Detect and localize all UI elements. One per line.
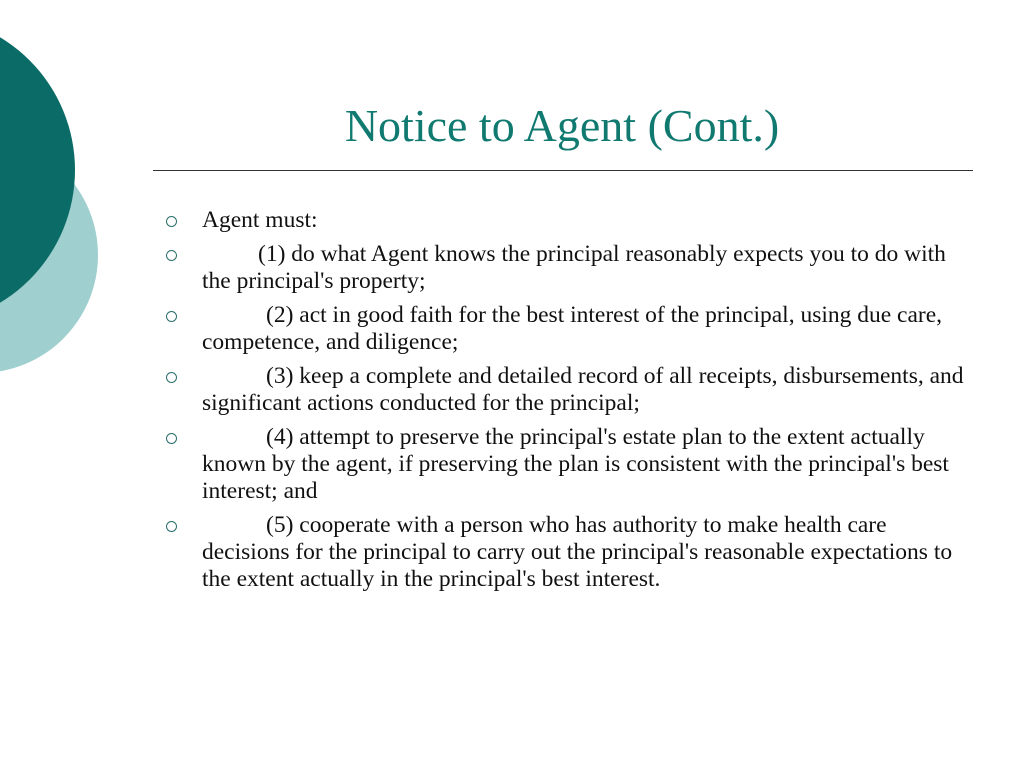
hollow-circle-bullet-icon (166, 521, 177, 532)
bullet-text: (4) attempt to preserve the principal's estate plan to the extent actually known by the agent, if preserving the plan is consistent with the principal's best interest; and (202, 424, 949, 504)
bullet-text: (1) do what Agent knows the principal reasonably expects you to do with the principal's property; (202, 241, 946, 294)
bullet-text: Agent must: (202, 207, 318, 233)
bullet-item-5 (160, 512, 972, 593)
bullet-item-intro (160, 207, 972, 234)
bullet-list (160, 207, 972, 600)
bullet-item-1 (160, 241, 972, 295)
bullet-item-2 (160, 302, 972, 356)
title-divider (153, 170, 973, 171)
hollow-circle-bullet-icon (166, 372, 177, 383)
hollow-circle-bullet-icon (166, 250, 177, 261)
hollow-circle-bullet-icon (166, 311, 177, 322)
slide-title: Notice to Agent (Cont.) (344, 100, 780, 151)
bullet-item-3 (160, 363, 972, 417)
decorative-circles (0, 0, 110, 400)
bullet-text: (2) act in good faith for the best interest of the principal, using due care, competence, and diligence; (202, 302, 943, 355)
bullet-text: (3) keep a complete and detailed record of all receipts, disbursements, and significant actions conducted for the principal; (202, 363, 964, 416)
bullet-text: (5) cooperate with a person who has authority to make health care decisions for the principal to carry out the principal's reasonable expectations to the extent actually in the principal's best interest. (202, 512, 953, 592)
hollow-circle-bullet-icon (166, 216, 177, 227)
hollow-circle-bullet-icon (166, 433, 177, 444)
bullet-item-4 (160, 424, 972, 505)
